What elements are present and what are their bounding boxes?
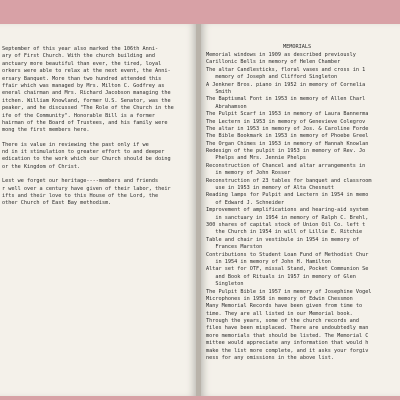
text-line: edication to the work which our Church should be doing [2,156,171,163]
memorial-line: files have been misplaced. There are undoubtedly man [206,325,369,332]
memorial-line: mittee would appreciate any information that would h [206,340,369,347]
left-page [0,24,196,396]
memorial-line: Improvement of amplifications and hearing-aid system [206,207,369,214]
memorial-line: The altar in 1953 in memory of Jos. & Caroline Forde [206,125,369,132]
text-line: Lest we forget our heritage----members and friends [2,178,159,185]
right-page [201,24,400,396]
memorial-line: Contributions to Student Loan Fund of Methodist Chur [206,251,369,258]
left-paragraph [2,178,174,208]
memorial-line: and Book of Rituals in 1957 in memory of Glen [206,273,356,280]
left-paragraph [2,142,174,172]
memorial-line: The Lectern in 1953 in memory of Genevieve Colegrov [206,118,366,125]
memorial-line: The Baptismal Font in 1953 in memory of Allen Charl [206,96,366,103]
memorial-line: The Organ Chimes in 1953 in memory of Hannah Knowlan [206,140,369,147]
text-line: ifts and their love to this House of the Lord, the [2,193,159,200]
memorial-line: Carillonic Bells in memory of Helen Chamber [206,59,341,66]
memorial-line: Phelps and Mrs. Jennie Phelps [206,155,306,162]
text-line: r well over a century have given of their labor, their [2,185,171,192]
memorial-line: more memorials that should be listed. The Memorial C [206,332,369,339]
memorial-line: Many Memorial Records have been given from time to [206,303,363,310]
memorial-line: Altar set for OTF, missal Stand, Pocket Communion Se [206,266,369,273]
memorial-line: use in 1953 in memory of Alta Chesnutt [206,185,335,192]
text-line: ife of the Community". Honorable Bill is a former [2,112,156,119]
text-line: There is value in reviewing the past only if we [2,141,149,148]
left-paragraph [2,46,174,135]
memorial-line: Redesign of the pulpit in 1953 in memory of Rev. Jo [206,148,366,155]
memorial-line: the Church in 1954 in will of Lillie E. Ritchie [206,229,363,236]
memorial-line: in sanctuary in 1954 in memory of Ralph C. Brehl, [206,214,369,221]
memorial-line: Reconstruction of Chancel and altar arrangements in [206,162,366,169]
memorial-line: Reading lamps for Pulpit and Lectern in 1954 in memo [206,192,369,199]
text-line: mong the first members here. [2,127,90,134]
text-line: ersary Banquet. More than two hundred attended this [2,75,162,82]
memorial-line: in 1954 in memory of John H. Hamilton [206,258,331,265]
text-line: ffair which was managed by Mrs. Milton C. Godfrey as [2,82,165,89]
memorial-line: The Pulpit Scarf in 1953 in memory of Laura Bannerma [206,111,369,118]
memorial-line: memory of Joseph and Clifford Singleton [206,74,338,81]
memorial-line: A Jenkner Bros. piano in 1952 in memory of Cornelia [206,81,366,88]
memorial-line: make the list more complete, and it asks your forgiv [206,347,369,354]
memorial-line: Smith [206,88,231,95]
memorial-line: of Edward J. Schneider [206,199,285,206]
text-line: September of this year also marked the 106th Anni- [2,46,159,52]
memorials-list [206,52,372,362]
memorial-line: in memory of John Rosser [206,170,291,177]
memorial-line: time. They are all listed in our Memorial book. [206,310,353,317]
text-line: hairman of the Board of Trustees, and his family were [2,119,168,126]
memorials-heading: MEMORIALS [283,44,312,50]
text-line: nd in it stimulation to greater effort to and deeper [2,149,165,156]
text-line: peaker, and he discussed "The Role of the Church in the [2,105,174,112]
memorial-line: Frances Marston [206,244,263,251]
memorial-line: Memorial windows in 1909 as described previously [206,52,356,58]
text-line: itchen. William Knowland, former U.S. Senator, was the [2,97,171,104]
text-line: or the Kingdom of Christ. [2,163,81,170]
text-line: anctuary more beautiful than ever, the tired, loyal [2,60,162,67]
memorial-line: Reconstruction of 23 tables for banquet and classroom [206,177,372,184]
text-line: eneral chairman and Mrs. Richard Jacobson managing the [2,90,171,97]
memorial-line: Abrahamson [206,103,247,110]
text-line: ary of First Church. With the church building and [2,53,156,60]
memorial-line: The altar Candlesticks, floral vases and cross in 1 [206,66,366,73]
memorial-line: ness for any omissions in the above list. [206,355,335,362]
memorial-line: Table and chair in vestibule in 1954 in memory of [206,236,360,243]
memorial-line: The Bible Bookmark in 1953 in memory of Phoebe Greel [206,133,369,140]
memorial-line: Through the years, some of the church records and [206,318,360,325]
memorial-line: The Pulpit Bible in 1957 in memory of Josephine Vogel [206,288,372,295]
memorial-line: 300 shares of capital stock of Union Oil Co. left t [206,221,366,228]
memorial-line: Microphones in 1958 in memory of Edwin Chessmon [206,295,353,302]
memorial-line: Singleton [206,281,244,288]
left-page-text [2,46,174,215]
text-line: other Church of East Bay methodism. [2,200,112,207]
text-line: orkers were able to relax at the next event, the Anni- [2,68,171,75]
